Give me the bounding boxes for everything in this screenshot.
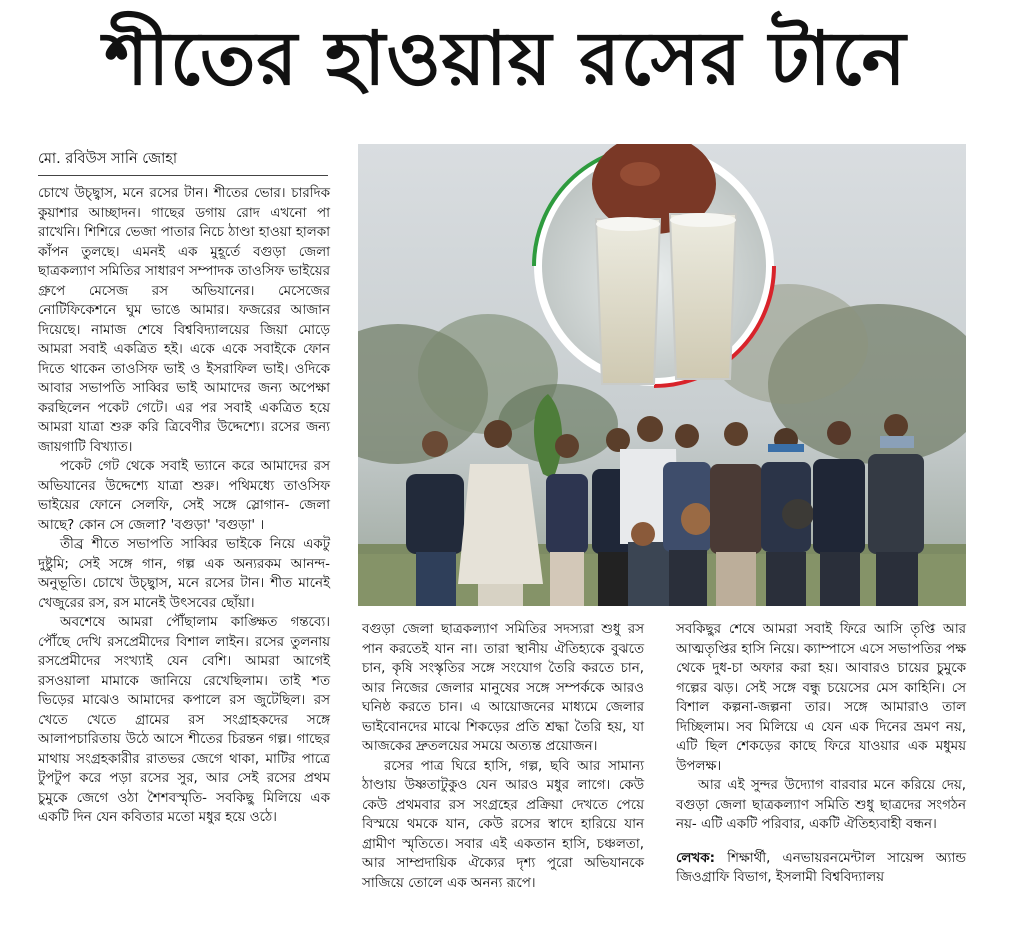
author-note [676, 849, 966, 888]
author-info: শিক্ষার্থী, এনভায়রনমেন্টাল সায়েন্স অ্যান্ড জিওগ্রাফি বিভাগ, ইসলামী বিশ্ববিদ্যালয় [676, 850, 966, 885]
author-label: লেখক: [676, 850, 715, 866]
paragraph: বগুড়া জেলা ছাত্রকল্যাণ সমিতির সদস্যরা শুধু রস পান করতেই যান না। তারা স্থানীয় ঐতিহ্যকে বুঝতে চান, কৃষি সংস্কৃতির সঙ্গে সংযোগ তৈরি করতে চান, আর নিজের জেলার মানুষের সঙ্গে সম্পর্ককে আরও ঘনিষ্ঠ করতে চান। এ আয়োজনের মাধ্যমে জেলার ভাইবোনদের মাঝে শিকড়ের প্রতি শ্রদ্ধা তৈরি হয়, যা আজকের দ্রুতলয়ের সময়ে অত্যন্ত প্রয়োজন। [362, 622, 644, 754]
column-3 [676, 620, 966, 888]
paragraph: অবশেষে আমরা পৌঁছালাম কাঙ্ক্ষিত গন্তব্যে। পৌঁছে দেখি রসপ্রেমীদের বিশাল লাইন। রসের তুলনায় রসপ্রেমীদের সংখ্যাই যেন বেশি। আমরা আগেই রসওয়ালা মামাকে জানিয়ে রেখেছিলাম। তাই শত ভিড়ের মাঝেও আমাদের কপালে রস জুটেছিল। রস খেতে খেতে গ্রামের রস সংগ্রাহকদের সঙ্গে আলাপচারিতায় উঠে আসে শীতের চিরন্তন গল্প। গাছের মাথায় সংগ্রহকারীর রাতভর জেগে থাকা, মাটির পাত্রে টুপটুপ করে পড়া রসের সুর, আর সেই রসের প্রথম চুমুকে জেগে ওঠা শৈশবস্মৃতি- সবকিছু মিলিয়ে এক একটি দিন যেন কবিতার মতো মধুর হয়ে ওঠে। [38, 615, 330, 825]
byline: মো. রবিউস সানি জোহা [38, 151, 178, 167]
paragraph: তীব্র শীতে সভাপতি সাব্বির ভাইকে নিয়ে একটু দুষ্টুমি; সেই সঙ্গে গান, গল্প এক অন্যরকম আনন্দ-অনুভূতি। চোখে উচ্ছ্বাস, মনে রসের টান। শীত মানেই খেজুরের রস, রস মানেই উৎসবের ছোঁয়া। [38, 537, 330, 611]
column-2 [362, 620, 644, 893]
group-photo [358, 144, 966, 606]
paragraph: সবকিছুর শেষে আমরা সবাই ফিরে আসি তৃপ্তি আর আত্মতৃপ্তির হাসি নিয়ে। ক্যাম্পাসে এসে সভাপতির পক্ষ থেকে দুধ-চা অফার করা হয়। আবারও চায়ের চুমুকে গল্পের ঝড়। সেই সঙ্গে বন্ধু চয়েসের মেস কাহিনি। সে বিশাল কল্পনা-জল্পনা তার। সঙ্গে আমারাও তাল দিচ্ছিলাম। সব মিলিয়ে এ যেন এক দিনের ভ্রমণ নয়, এটি ছিল শেকড়ের কাছে ফিরে যাওয়ার এক মধুময় উপলক্ষ। [676, 622, 966, 774]
paragraph: চোখে উচ্ছ্বাস, মনে রসের টান। শীতের ভোর। চারদিক কুয়াশার আচ্ছাদন। গাছের ডগায় রোদ এখনো পা রাখেনি। শিশিরে ভেজা পাতার নিচে ঠাণ্ডা হাওয়া হালকা কাঁপন তুলছে। এমনই এক মুহূর্তে বগুড়া জেলা ছাত্রকল্যাণ সমিতির সাধারণ সম্পাদক তাওসিফ ভাইয়ের গ্রুপে মেসেজ রস অভিযানের। মেসেজের নোটিফিকেশনে ঘুম ভাঙে আমার। ফজরের আজান দিয়েছে। নামাজ শেষে বিশ্ববিদ্যালয়ের জিয়া মোড়ে আমরা সবাই একত্রিত হই। একে একে সবাইকে ফোন দিতে থাকেন তাওসিফ ভাই ও ইসরাফিল ভাই। ওদিকে আবার সভাপতি সাব্বির ভাই আমাদের জন্য অপেক্ষা করছিলেন পকেট গেটে। এর পর সবাই একত্রিত হয়ে আমরা যাত্রা শুরু করি ত্রিবেণীর উদ্দেশ্যে। রসের জন্য জায়গাটি বিখ্যাত। [38, 186, 330, 455]
group-photo-illustration [358, 144, 966, 606]
column-1 [38, 184, 330, 828]
paragraph: রসের পাত্র ঘিরে হাসি, গল্প, ছবি আর সামান্য ঠাণ্ডায় উষ্ণতাটুকুও যেন আরও মধুর লাগে। কেউ কেউ প্রথমবার রস সংগ্রহের প্রক্রিয়া দেখতে পেয়ে বিস্ময়ে থমকে যান, কেউ রসের স্বাদে হারিয়ে যান গ্রামীণ স্মৃতিতে। সবার এই একতান হাসি, চঞ্চলতা, আর সাম্প্রদায়িক ঐক্যের দৃশ্য পুরো অভিযানকে সাজিয়ে তোলে এক অনন্য রূপে। [362, 758, 644, 891]
paragraph: পকেট গেট থেকে সবাই ভ্যানে করে আমাদের রস অভিযানের উদ্দেশ্যে যাত্রা শুরু। পথিমধ্যে তাওসিফ ভাইয়ের ফোনে সেলফি, সেই সঙ্গে স্লোগান- জেলা আছে? কোন সে জেলা? 'বগুড়া' 'বগুড়া' । [38, 459, 330, 533]
byline-rule [38, 175, 328, 176]
headline: শীতের হাওয়ায় রসের টানে [104, 15, 907, 102]
paragraph: আর এই সুন্দর উদ্যোগ বারবার মনে করিয়ে দেয়, বগুড়া জেলা ছাত্রকল্যাণ সমিতি শুধু ছাত্রদের সংগঠন নয়- এটি একটি পরিবার, একটি ঐতিহ্যবাহী বন্ধন। [676, 778, 966, 832]
